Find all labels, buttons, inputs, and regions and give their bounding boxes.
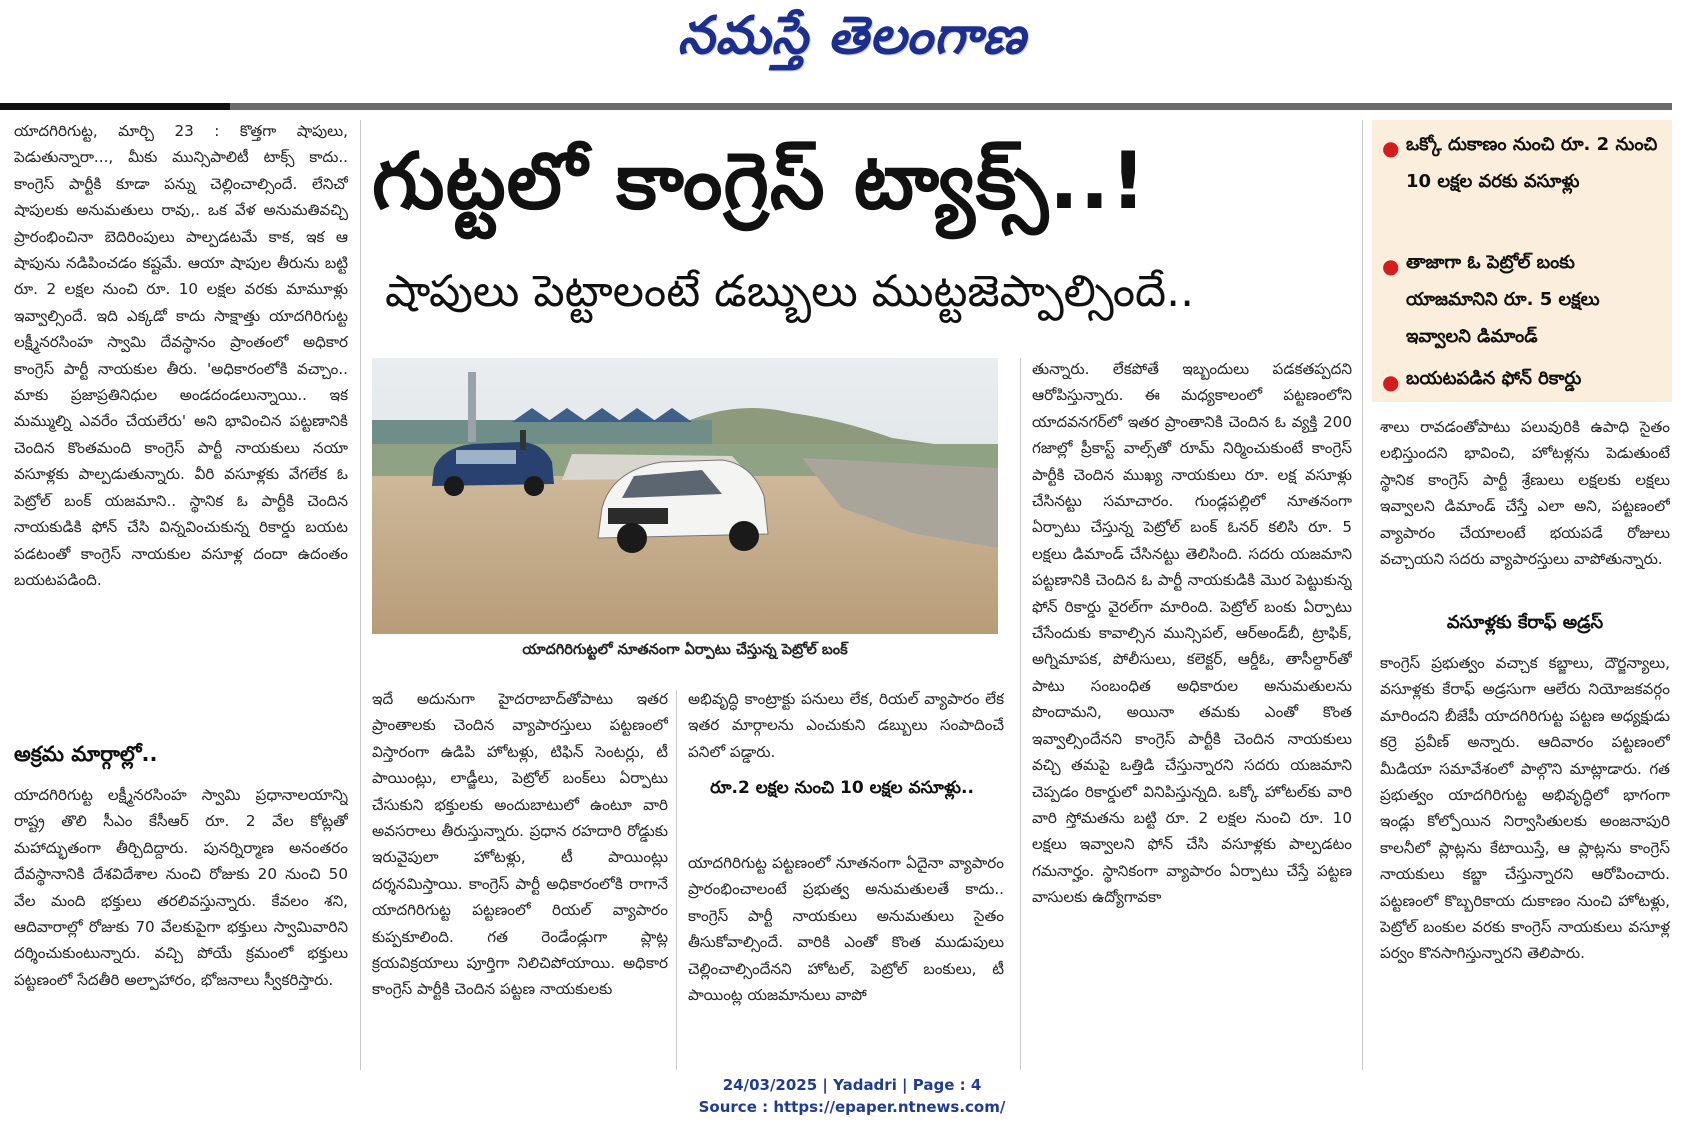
article-col-3: యాదగిరిగుట్ట పట్టణంలో నూతనంగా ఏదైనా వ్యాపారం ప్రారంభించాలంటే ప్రభుత్వ అనుమతులతే కాదు.. కాంగ్రెస్‌ పార్టీ నాయకులు అనుమతులు సైతం తీసుకోవాల్సిందే. వారికి ఎంతో కొంత ముడుపులు చెల్లించాల్సిందేనని హోటల్‌, పెట్రోల్‌ బంకులు, టీ పాయింట్ల యజమానులు వాపో bbox=[688, 854, 1004, 1005]
newspaper-logo: నమస్తే తెలంగాణ bbox=[677, 6, 1027, 66]
article-col-4: తున్నారు. లేకపోతే ఇబ్బందులు పడకతప్పదని ఆరోపిస్తున్నారు. ఈ మధ్యకాలంలో పట్టణంలోని యాదవనగర్‌లో ఇతర ప్రాంతానికి చెందిన ఓ వ్యక్తి 200 గజాల్లో ప్రీకాస్ట్‌ వాల్స్‌తో రూమ్‌ నిర్మించుకుంటే కాంగ్రెస్‌ పార్టీకి చెందిన ముఖ్య నాయకులు రూ. లక్ష వసూళ్లు చేసినట్టు సమాచారం. గుండ్లపల్లిలో నూతనంగా ఏర్పాటు చేస్తున్న పెట్రోల్‌ బంక్‌ ఓనర్‌ కలిసి రూ. 5 లక్షలు డిమాండ్‌ చేసినట్టు తెలిసింది. సదరు యజమాని పట్టణానికి చెందిన ఓ పార్టీ నాయకుడికి మొర పెట్టుకున్న ఫోన్‌ రికార్డు వైరల్‌గా మారింది. పెట్రోల్‌ బంకు ఏర్పాటు చేసేందుకు కావాల్సిన మున్సిపల్‌, ఆర్‌అండ్‌బీ, ట్రాఫిక్‌, అగ్నిమాపక, పోలీసులు, కలెక్టర్‌, ఆర్డీఓ, తాసీల్దార్‌తో పాటు సంబంధిత అధికారుల అనుమతులను పొందామని, అయినా తమకు ఎంతో కొంత ఇవ్వాల్సిందేనని కాంగ్రెస్‌ పార్టీకి చెందిన నాయకులు వచ్చి తమపై ఒత్తిడి చేస్తున్నారని సదరు యజమాని చెప్పడం రికార్డులో వినిపిస్తున్నది. ఒక్కో హోటల్‌కు వారి వారి స్తోమతను బట్టి రూ. 2 లక్షల నుంచి రూ. 10 లక్షలు ఇవ్వాలని ఫోన్‌ చేసి వసూళ్లకు పాల్పడటం గమనార్హం. స్థానికంగా వ్యాపారం ఏర్పాటు చేస్తే పట్టణ వాసులకు ఉద్యోగావకా bbox=[1032, 360, 1352, 907]
article-col-2: ఇదే అదునుగా హైదరాబాద్‌తోపాటు ఇతర ప్రాంతాలకు చెందిన వ్యాపారస్తులు పట్టణంలో విస్తారంగా ఉడిపి హోటళ్లు, టిఫిన్‌ సెంటర్లు, టీ పాయింట్లు, లాడ్జీలు, పెట్రోల్‌ బంక్‌లు ఏర్పాటు చేసుకుని భక్తులకు అందుబాటులో ఉంటూ వారి అవసరాలు తీరుస్తున్నారు. ప్రధాన రహదారి రోడ్డుకు ఇరువైపులా హోటళ్లు, టీ పాయింట్లు దర్శనమిస్తాయి. కాంగ్రెస్‌ పార్టీ అధికారంలోకి రాగానే యాదగిరిగుట్ట పట్టణంలో రియల్‌ వ్యాపారం కుప్పకూలింది. గత రెండేండ్లుగా ప్లాట్ల క్రయవిక్రయాలు పూర్తిగా నిలిచిపోయాయి. అధికార కాంగ్రెస్‌ పార్టీకి చెందిన పట్టణ నాయకులకు bbox=[372, 690, 668, 999]
subheading-collections: రూ.2 లక్షల నుంచి 10 లక్షల వసూళ్లు.. bbox=[710, 778, 974, 798]
bullet-icon: ● bbox=[1382, 136, 1400, 160]
bullet-icon: ● bbox=[1382, 370, 1400, 394]
article-section-5: కాంగ్రెస్‌ ప్రభుత్వం వచ్చాక కబ్జాలు, దౌర్జన్యాలు, వసూళ్లకు కేరాఫ్‌ అడ్రసుగా ఆలేరు నియోజకవర్గం మారిందని బీజేపీ యాదగిరిగుట్ట పట్టణ అధ్యక్షుడు కర్రె ప్రవీణ్‌ అన్నారు. ఆదివారం పట్టణంలో మీడియా సమావేశంలో పాల్గొని మాట్లాడారు. గత ప్రభుత్వం యాదగిరిగుట్ట అభివృద్ధిలో భాగంగా ఇండ్లు కోల్పోయిన నిర్వాసితులకు అంజనాపురి కాలనీలో ప్లాట్లను కేటాయిస్తే, ఆ ప్లాట్లను కాంగ్రెస్‌ నాయకులు కబ్జా చేస్తున్నారని ఆరోపించారు. పట్టణంలో కొబ్బరికాయ దుకాణం నుంచి హోటళ్లు, పెట్రోల్‌ బంకుల వరకు కాంగ్రెస్‌ నాయకులు వసూళ్ల పర్వం కొనసాగిస్తున్నారని తెలిపారు. bbox=[1380, 654, 1670, 963]
masthead bbox=[0, 0, 1704, 86]
photo-caption: యాదగిరిగుట్టలో నూతనంగా ఏర్పాటు చేస్తున్న పెట్రోల్‌ బంక్‌ bbox=[522, 642, 848, 658]
footer-dateline: 24/03/2025 | Yadadri | Page : 4 bbox=[722, 1076, 982, 1094]
header-rule bbox=[0, 103, 1672, 110]
column-divider bbox=[1362, 120, 1363, 1070]
footer-source: Source : https://epaper.ntnews.com/ bbox=[698, 1098, 1006, 1116]
bullet-icon: ● bbox=[1382, 254, 1400, 278]
news-photo bbox=[372, 358, 998, 634]
highlight-item: ● ఒక్కో దుకాణం నుంచి రూ. 2 నుంచి 10 లక్షల వరకు వసూళ్లు bbox=[1386, 126, 1666, 200]
subheadline: షాపులు పెట్టాలంటే డబ్బులు ముట్టజెప్పాల్సిందే.. bbox=[385, 266, 1195, 317]
article-intro: యాదగిరిగుట్ట, మార్చి 23 : కొత్తగా షాపులు, పెడుతున్నారా..., మీకు మున్సిపాలిటీ టాక్స్‌ కాదు.. కాంగ్రెస్‌ పార్టీకి కూడా పన్ను చెల్లించాల్సిందే. లేనిచో షాపులకు అనుమతులు రావు,. ఒక వేళ అనుమతివచ్చి ప్రారంభించినా బెదిరింపులు పాల్పడటమే కాక, ఇక ఆ షాపును నడిపించడం కష్టమే. ఆయా షాపుల తీరును బట్టి రూ. 2 లక్షల నుంచి రూ. 10 లక్షల వరకు మామూళ్లు ఇవ్వాల్సిందే. ఇది ఎక్కడో కాదు సాక్షాత్తు యాదగిరిగుట్ట లక్ష్మీనరసింహ స్వామి దేవస్థానం ప్రాంతంలో అధికార కాంగ్రెస్‌ పార్టీ నాయకుల తీరు. 'అధికారంలోకి వచ్చాం.. మాకు ప్రజాప్రతినిధుల అండదండలున్నాయి.. ఇక మమ్ముల్ని ఎవరేం చేయలేరు' అని భావించిన పట్టణానికి చెందిన కొంతమంది కాంగ్రెస్‌ పార్టీ నాయకులు నయా వసూళ్లకు పాల్పడుతున్నారు. వీరి వసూళ్లకు వేగలేక ఓ పెట్రోల్‌ బంక్‌ యజమాని.. స్థానిక ఓ పార్టీకి చెందిన నాయకుడికి ఫోన్‌ చేసి విన్నవించుకున్న రికార్డు బయట పడటంతో కాంగ్రెస్‌ నాయకుల వసూళ్ల దందా ఉదంతం బయటపడింది. bbox=[14, 122, 348, 589]
petrol-bunk-site-photo bbox=[372, 358, 998, 634]
headline: గుట్టలో కాంగ్రెస్‌ ట్యాక్స్‌..! bbox=[372, 137, 1147, 227]
article-section-1: యాదగిరిగుట్ట లక్ష్మీనరసింహ స్వామి ప్రధానాలయాన్ని రాష్ట్ర తొలి సీఎం కేసీఆర్‌ రూ. 2 వేల కోట్లతో మహాద్భుతంగా తీర్చిదిద్దారు. పునర్నిర్మాణ అనంతరం దేవస్థానానికి దేశవిదేశాల నుంచి రోజుకు 20 నుంచి 50 వేల మంది భక్తులు తరలివస్తున్నారు. కేవలం శని, ఆదివారాల్లో రోజుకు 70 వేలకుపైగా భక్తులు స్వామివారిని దర్శించుకుంటున్నారు. వచ్చి పోయే క్రమంలో భక్తులు పట్టణంలో సేదతీరి అల్పాహారం, భోజనాలు స్వీకరిస్తారు. bbox=[14, 786, 348, 989]
column-divider bbox=[1020, 358, 1021, 1070]
highlight-item: ● తాజాగా ఓ పెట్రోల్‌ బంకు యాజమానిని రూ. 5 లక్షలు ఇవ్వాలని డిమాండ్‌ bbox=[1386, 244, 1666, 355]
subheading-care-of-address: వసూళ్లకు కేరాఫ్‌ అడ్రస్‌ bbox=[1446, 612, 1604, 633]
highlights-box bbox=[1372, 120, 1672, 402]
subheading-illegal-ways: అక్రమ మార్గాల్లో.. bbox=[14, 742, 158, 766]
article-col-5: శాలు రావడంతోపాటు పలువురికి ఉపాధి సైతం లభిస్తుందని భావించి, హోటళ్లను పెడుతుంటే స్థానిక కాంగ్రెస్‌ పార్టీ శ్రేణులు లక్షలకు లక్షలు ఇవ్వాలని డిమాండ్‌ చేస్తే ఎలా అని, పట్టణంలో వ్యాపారం చేయాలంటే భయపడే రోజులు వచ్చాయని సదరు వ్యాపారస్తులు వాపోతున్నారు. bbox=[1380, 418, 1670, 569]
column-divider bbox=[360, 120, 361, 1070]
highlight-item: ● బయటపడిన ఫోన్‌ రికార్డు bbox=[1386, 360, 1666, 397]
column-divider bbox=[676, 690, 677, 1070]
article-col-3-top: అభివృద్ధి కాంట్రాక్టు పనులు లేక, రియల్‌ వ్యాపారం లేక ఇతర మార్గాలను ఎంచుకుని డబ్బులు సంపాదించే పనిలో పడ్డారు. bbox=[688, 690, 1004, 761]
